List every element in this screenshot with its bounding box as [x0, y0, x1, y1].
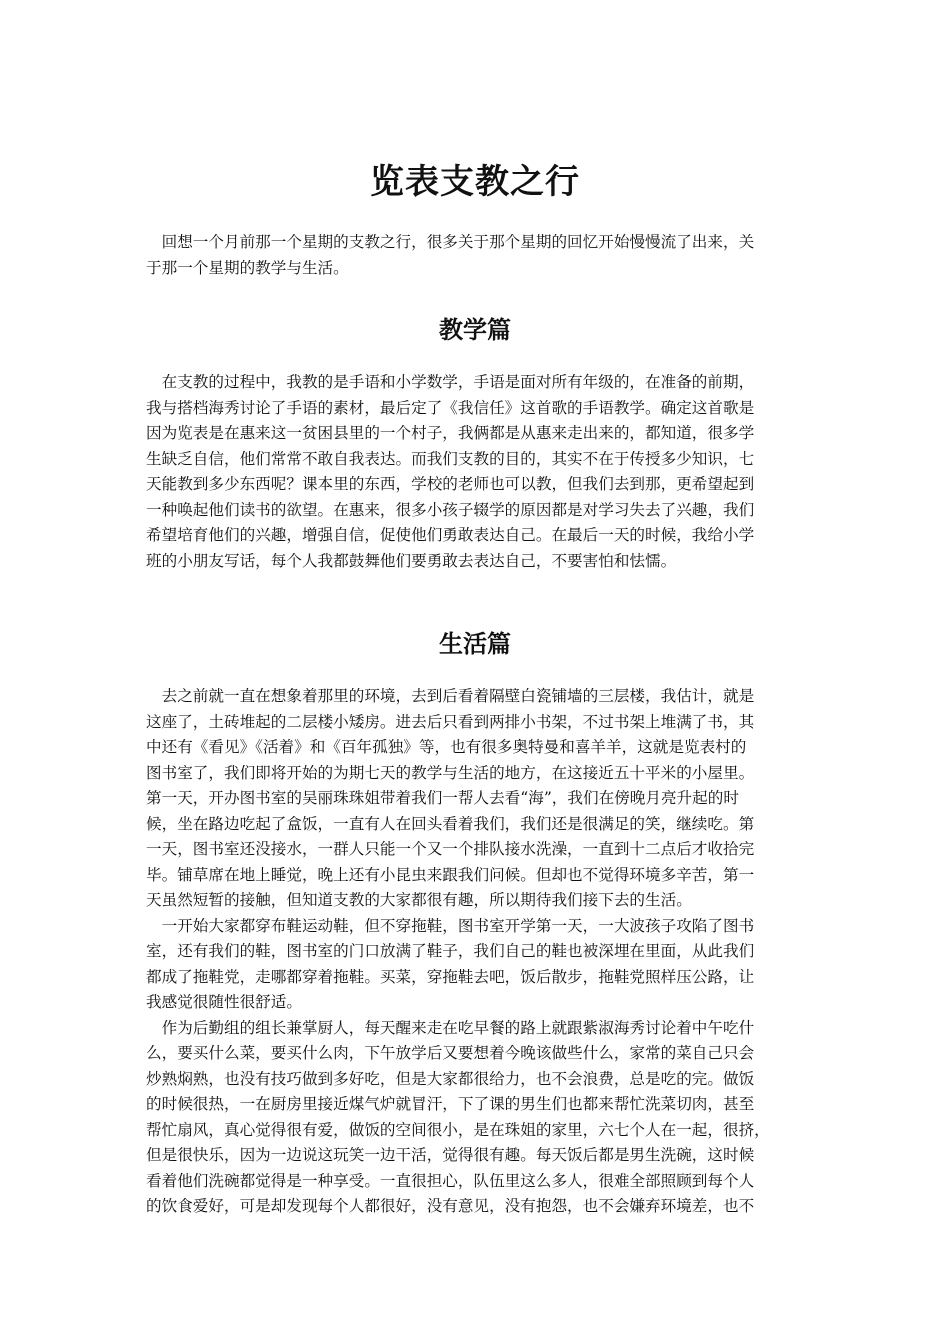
life-line: 图书室了，我们即将开始的为期七天的教学与生活的地方，在这接近五十平米的小屋里。 — [146, 763, 755, 782]
life-line: 候，坐在路边吃起了盒饭，一直有人在回头看着我们，我们还是很满足的笑，继续吃。第 — [146, 814, 755, 833]
life-line: 都成了拖鞋党，走哪都穿着拖鞋。买菜，穿拖鞋去吧，饭后散步，拖鞋党照样压公路，让 — [146, 967, 755, 986]
life-line: 一天，图书室还没接水，一群人只能一个又一个排队接水洗澡，一直到十二点后才收拾完 — [146, 840, 755, 858]
teaching-line: 在支教的过程中，我教的是手语和小学数学，手语是面对所有年级的，在准备的前期， — [146, 373, 755, 391]
intro-paragraph — [146, 230, 805, 281]
life-heading: 生活篇 — [439, 629, 511, 658]
life-line: 的饮食爱好，可是却发现每个人都很好，没有意见，没有抱怨，也不会嫌弃环境差，也不 — [146, 1197, 755, 1215]
teaching-line: 一种唤起他们读书的欲望。在惠来，很多小孩子辍学的原因都是对学习失去了兴趣，我们 — [146, 500, 755, 519]
life-line: 但是很快乐，因为一边说这玩笑一边干活，觉得很有趣。每天饭后都是男生洗碗，这时候 — [146, 1146, 755, 1164]
life-line: 么，要买什么菜，要买什么肉，下午放学后又要想着今晚该做些什么，家常的菜自己只会 — [146, 1044, 755, 1062]
teaching-heading: 教学篇 — [439, 315, 511, 344]
teaching-line: 生缺乏自信，他们常常不敢自我表达。而我们支教的目的，其实不在于传授多少知识，七 — [146, 449, 755, 468]
teaching-line: 希望培育他们的兴趣，增强自信，促使他们勇敢表达自己。在最后一天的时候，我给小学 — [146, 526, 755, 544]
life-line: 炒熟焖熟，也没有技巧做到多好吃，但是大家都很给力，也不会浪费，总是吃的完。做饭 — [146, 1069, 755, 1088]
life-line: 中还有《看见》《活着》和《百年孤独》等，也有很多奥特曼和喜羊羊，这就是览表村的 — [146, 738, 747, 756]
life-line: 帮忙扇风，真心觉得很有爱，做饭的空间很小，是在珠姐的家里，六七个人在一起，很挤， — [146, 1120, 770, 1139]
life-line: 一开始大家都穿布鞋运动鞋，但不穿拖鞋，图书室开学第一天，一大波孩子攻陷了图书 — [146, 916, 755, 935]
document-title: 览表支教之行 — [370, 162, 580, 202]
life-line: 我感觉很随性很舒适。 — [146, 993, 302, 1011]
teaching-line: 我与搭档海秀讨论了手语的素材，最后定了《我信任》这首歌的手语教学。确定这首歌是 — [146, 398, 755, 417]
teaching-paragraph — [146, 370, 805, 574]
life-paragraph — [146, 684, 805, 1220]
life-line: 毕。铺草席在地上睡觉，晚上还有小昆虫来跟我们问候。但却也不觉得环境多辛苦，第一 — [146, 865, 755, 884]
life-line: 的时候很热，一在厨房里接近煤气炉就冒汗，下了课的男生们也都来帮忙洗菜切肉，甚至 — [146, 1095, 755, 1113]
teaching-line: 班的小朋友写话，每个人我都鼓舞他们要勇敢去表达自己，不要害怕和怯懦。 — [146, 551, 677, 570]
life-line: 第一天，开办图书室的吴丽珠珠姐带着我们一帮人去看“海”，我们在傍晚月亮升起的时 — [146, 789, 739, 807]
intro-line: 回想一个月前那一个星期的支教之行，很多关于那个星期的回忆开始慢慢流了出来，关 — [146, 233, 755, 251]
life-line: 作为后勤组的组长兼掌厨人，每天醒来走在吃早餐的路上就跟紫淑海秀讨论着中午吃什 — [146, 1018, 755, 1037]
teaching-line: 因为览表是在惠来这一贫困县里的一个村子，我俩都是从惠来走出来的，都知道，很多学 — [146, 424, 755, 442]
intro-line: 于那一个星期的教学与生活。 — [146, 258, 349, 277]
life-line: 去之前就一直在想象着那里的环境，去到后看着隔壁白瓷铺墙的三层楼，我估计，就是 — [146, 687, 755, 705]
teaching-line: 天能教到多少东西呢？课本里的东西，学校的老师也可以教，但我们去到那，更希望起到 — [146, 475, 755, 493]
life-line: 室，还有我们的鞋，图书室的门口放满了鞋子，我们自己的鞋也被深埋在里面，从此我们 — [146, 942, 755, 960]
life-line: 天虽然短暂的接触，但知道支教的大家都很有趣，所以期待我们接下去的生活。 — [146, 891, 692, 909]
life-line: 这座了，土砖堆起的二层楼小矮房。进去后只看到两排小书架，不过书架上堆满了书，其 — [146, 712, 755, 731]
life-line: 看着他们洗碗都觉得是一种享受。一直很担心，队伍里这么多人，很难全部照顾到每个人 — [146, 1171, 755, 1190]
